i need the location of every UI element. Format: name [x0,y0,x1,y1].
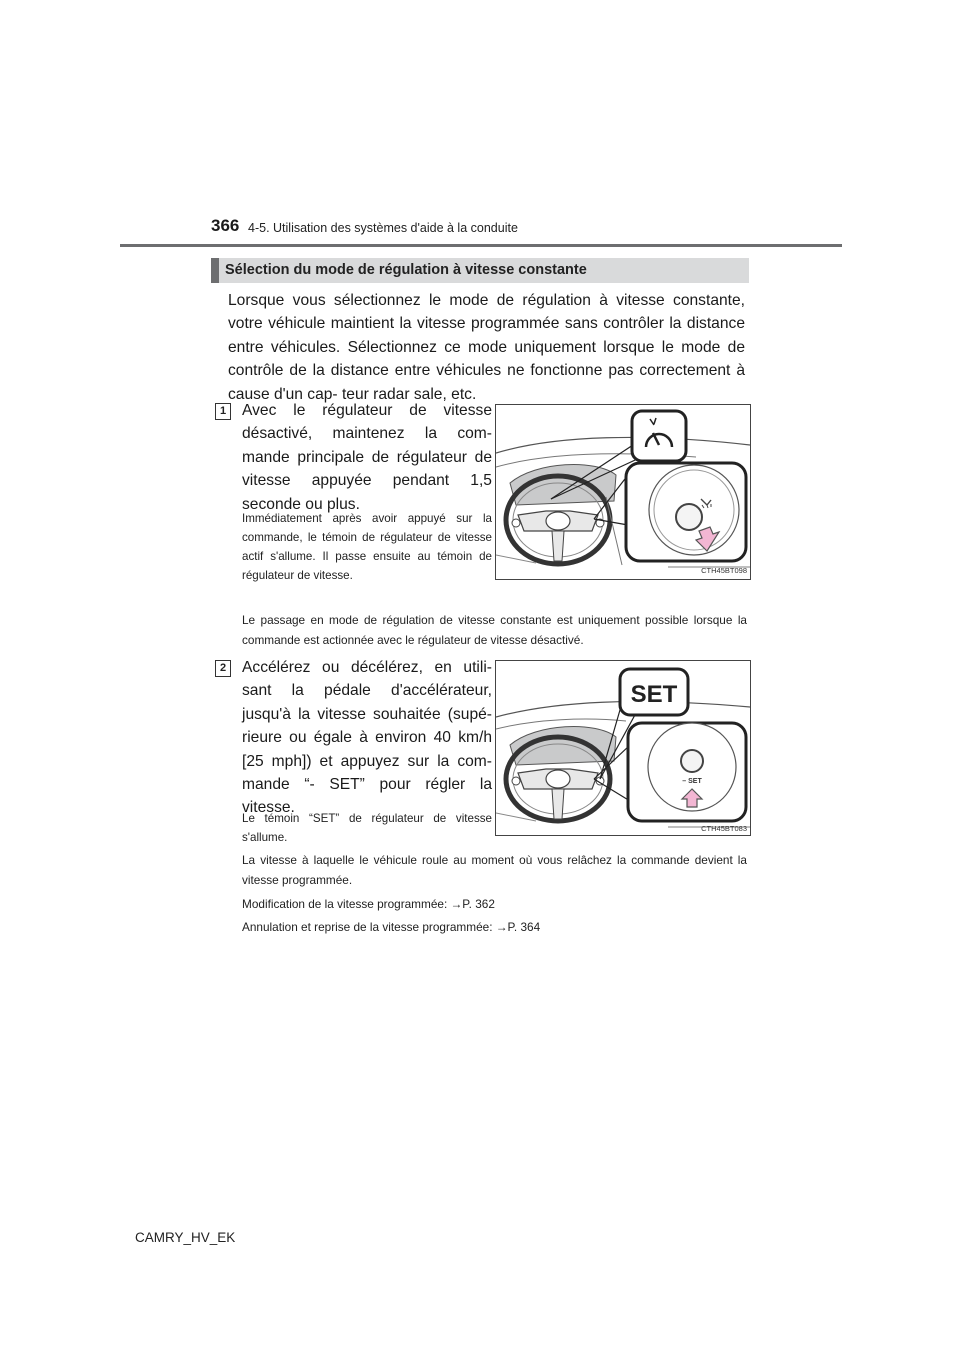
section-heading [211,258,749,283]
step-2-full-note: La vitesse à laquelle le véhicule roule au moment où vous relâchez la commande devient la vitesse programmée. [242,853,747,887]
set-switch-label: – SET [682,778,702,785]
step-2-text: Accélérez ou décélérez, en utili- sant la pédale d'accélérateur, jusqu'à la vitesse souhaitée (supé- rieure ou égale à environ 40 km/h [25 mph]) et appuyez sur la com- mande “- SET” pour régler la vitesse. [242,659,492,817]
intro-paragraph: Lorsque vous sélectionnez le mode de régulation à vitesse constante, votre véhicule maintient la vitesse programmée sans contrôler la distance entre véhicules. Sélectionnez ce mode uniquement lorsque le mode de contrôle de la distance entre véhicules ne fonctionne pas correctement à cause d'un cap- teur radar sale, etc. [228,292,745,403]
step-2-note: Le témoin “SET” de régulateur de vitesse s'allume. [242,812,492,844]
illustration-step-1 [495,404,751,580]
reference-link-p362[interactable]: Modification de la vitesse programmée: →P. 362 [242,897,495,911]
step-number-2: 2 [215,660,231,677]
section-title: Sélection du mode de régulation à vitesse constante [225,262,587,278]
header-rule [120,244,842,247]
chapter-title: 4-5. Utilisation des systèmes d'aide à la conduite [248,221,518,235]
page-number: 366 [211,216,240,235]
reference-link-p364[interactable]: Annulation et reprise de la vitesse programmée: →P. 364 [242,920,541,934]
heading-tab [211,258,219,283]
illustration-code-1: CTH45BT098 [701,566,747,575]
step-1-full-note: Le passage en mode de régulation de vitesse constante est uniquement possible lorsque la commande est actionnée avec le régulateur de vitesse désactivé. [242,613,747,647]
step-1-text: Avec le régulateur de vitesse désactivé, maintenez la com- mande principale de régulateur de vitesse appuyée pendant 1,5 seconde ou plus. [242,402,492,513]
footer-model: CAMRY_HV_EK [135,1230,236,1245]
illustration-code-2: CTH45BT083 [701,824,747,833]
step-number-1: 1 [215,403,231,420]
step-1-note: Immédiatement après avoir appuyé sur la commande, le témoin de régulateur de vitesse actif s'allume. Il passe ensuite au témoin de régulateur de vitesse. [242,512,492,582]
set-callout-label: SET [630,681,678,708]
illustration-step-2 [495,660,751,836]
